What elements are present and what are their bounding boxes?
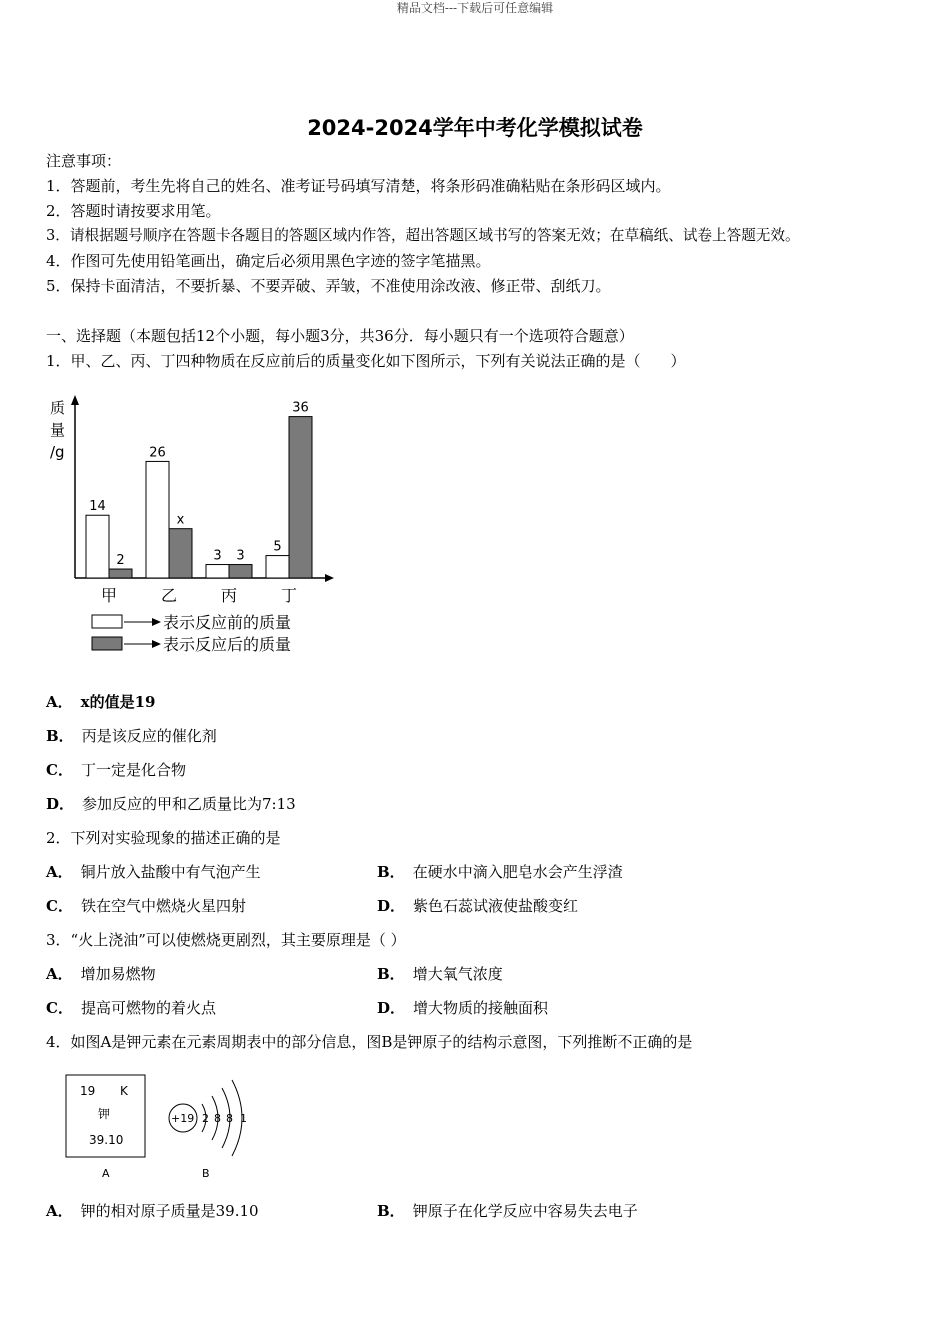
bar bbox=[266, 556, 289, 578]
bar bbox=[146, 461, 169, 578]
y-axis-label: 量 bbox=[50, 421, 66, 439]
q2-stem: 2．下列对实验现象的描述正确的是 bbox=[46, 829, 281, 847]
shell-count-4: 1 bbox=[240, 1112, 247, 1125]
bar bbox=[289, 417, 312, 578]
option-text: 铜片放入盐酸中有气泡产生 bbox=[80, 863, 261, 881]
legend-arrow-head bbox=[152, 618, 161, 626]
data-label: 26 bbox=[149, 445, 166, 461]
figure-b-caption: B bbox=[202, 1167, 210, 1180]
notice-item-4: 4．作图可先使用铅笔画出，确定后必须用黑色字迹的签字笔描黑。 bbox=[46, 252, 491, 270]
notice-item-3: 3．请根据题号顺序在答题卡各题目的答题区域内作答，超出答题区域书写的答案无效；在草稿纸、试卷上答题无效。 bbox=[46, 227, 800, 244]
option-text: 在硬水中滴入肥皂水会产生浮渣 bbox=[412, 863, 623, 881]
figure-a-caption: A bbox=[102, 1167, 110, 1180]
legend-label: 表示反应后的质量 bbox=[163, 635, 292, 654]
q2-option-b[interactable]: B． 在硬水中滴入肥皂水会产生浮渣 bbox=[377, 863, 623, 881]
legend-arrow-head bbox=[152, 640, 161, 648]
legend-swatch bbox=[92, 637, 122, 650]
atomic-mass: 39.10 bbox=[89, 1133, 124, 1147]
shell-count-2: 8 bbox=[214, 1112, 221, 1125]
data-label: 3 bbox=[213, 548, 222, 564]
potassium-figures bbox=[60, 1068, 260, 1186]
data-label: 5 bbox=[273, 539, 282, 555]
legend-label: 表示反应前的质量 bbox=[163, 613, 292, 632]
q1-option-d[interactable]: D． 参加反应的甲和乙质量比为7:13 bbox=[46, 795, 296, 813]
bar bbox=[86, 515, 109, 578]
chart-legend bbox=[92, 613, 291, 654]
q2-option-d[interactable]: D． 紫色石蕊试液使盐酸变红 bbox=[377, 897, 579, 915]
q1-option-a[interactable]: A． x的值是19 bbox=[46, 693, 156, 711]
option-text: x的值是19 bbox=[80, 693, 156, 711]
option-text: 紫色石蕊试液使盐酸变红 bbox=[413, 897, 579, 915]
q1-stem: 1．甲、乙、丙、丁四种物质在反应前后的质量变化如下图所示，下列有关说法正确的是（ ） bbox=[46, 352, 686, 370]
notice-item-2: 2．答题时请按要求用笔。 bbox=[46, 202, 221, 220]
shell-count-3: 8 bbox=[226, 1112, 233, 1125]
notice-item-1: 1．答题前，考生先将自己的姓名、准考证号码填写清楚，将条形码准确粘贴在条形码区域内。 bbox=[46, 177, 671, 195]
atomic-number: 19 bbox=[80, 1084, 96, 1098]
mass-bar-chart bbox=[40, 385, 340, 665]
page-title: 2024-2024学年中考化学模拟试卷 bbox=[307, 116, 643, 140]
q3-option-c[interactable]: C． 提高可燃物的着火点 bbox=[46, 999, 216, 1017]
x-axis-arrow bbox=[325, 574, 334, 582]
bar bbox=[206, 565, 229, 578]
data-label: x bbox=[176, 512, 185, 528]
option-text: 钾原子在化学反应中容易失去电子 bbox=[412, 1202, 638, 1220]
option-text: 增大氧气浓度 bbox=[412, 965, 503, 983]
option-text: 钾的相对原子质量是39.10 bbox=[80, 1202, 259, 1220]
element-name: 钾 bbox=[98, 1107, 111, 1121]
notice-heading: 注意事项： bbox=[46, 152, 122, 170]
q3-option-b[interactable]: B． 增大氧气浓度 bbox=[377, 965, 503, 983]
page-header: 精品文档---下载后可任意编辑 bbox=[396, 1, 554, 15]
category-label: 丁 bbox=[280, 586, 298, 605]
y-axis-arrow bbox=[71, 395, 79, 405]
data-label: 3 bbox=[236, 548, 245, 564]
option-text: 参加反应的甲和乙质量比为7:13 bbox=[82, 795, 296, 813]
data-label: 2 bbox=[116, 553, 125, 569]
notice-item-5: 5．保持卡面清洁，不要折暴、不要弄破、弄皱，不准使用涂改液、修正带、刮纸刀。 bbox=[46, 277, 611, 295]
category-label: 丙 bbox=[220, 586, 238, 605]
section-heading: 一、选择题（本题包括12个小题，每小题3分，共36分．每小题只有一个选项符合题意） bbox=[46, 327, 634, 345]
bar bbox=[109, 569, 132, 578]
bar bbox=[229, 565, 252, 578]
chart-bars bbox=[86, 401, 312, 605]
data-label: 36 bbox=[292, 400, 309, 416]
q1-option-c[interactable]: C． 丁一定是化合物 bbox=[46, 761, 186, 779]
q4-option-b[interactable]: B． 钾原子在化学反应中容易失去电子 bbox=[377, 1202, 638, 1220]
q1-option-b[interactable]: B． 丙是该反应的催化剂 bbox=[46, 727, 217, 745]
q4-option-a[interactable]: A． 钾的相对原子质量是39.10 bbox=[46, 1202, 259, 1220]
shell-count-1: 2 bbox=[202, 1112, 209, 1125]
option-text: 增加易燃物 bbox=[80, 965, 156, 983]
y-axis-label: 质 bbox=[50, 399, 66, 417]
category-label: 乙 bbox=[160, 586, 178, 605]
element-symbol: K bbox=[120, 1084, 128, 1098]
q2-option-a[interactable]: A． 铜片放入盐酸中有气泡产生 bbox=[46, 863, 261, 881]
category-label: 甲 bbox=[100, 586, 118, 605]
legend-swatch bbox=[92, 615, 122, 628]
bar bbox=[169, 529, 192, 578]
option-text: 铁在空气中燃烧火星四射 bbox=[80, 897, 246, 915]
option-text: 提高可燃物的着火点 bbox=[80, 999, 216, 1017]
q3-option-a[interactable]: A． 增加易燃物 bbox=[46, 965, 156, 983]
option-text: 丙是该反应的催化剂 bbox=[81, 727, 217, 745]
option-text: 丁一定是化合物 bbox=[80, 761, 186, 779]
y-axis-label: /g bbox=[50, 443, 65, 461]
q2-option-c[interactable]: C． 铁在空气中燃烧火星四射 bbox=[46, 897, 246, 915]
nucleus-charge: +19 bbox=[171, 1112, 195, 1125]
q4-stem: 4．如图A是钾元素在元素周期表中的部分信息，图B是钾原子的结构示意图，下列推断不正确的是 bbox=[46, 1033, 693, 1051]
q3-option-d[interactable]: D． 增大物质的接触面积 bbox=[377, 999, 549, 1017]
q3-stem: 3．“火上浇油”可以使燃烧更剧烈，其主要原理是（ ） bbox=[46, 931, 406, 949]
data-label: 14 bbox=[89, 499, 106, 515]
option-text: 增大物质的接触面积 bbox=[413, 999, 549, 1017]
